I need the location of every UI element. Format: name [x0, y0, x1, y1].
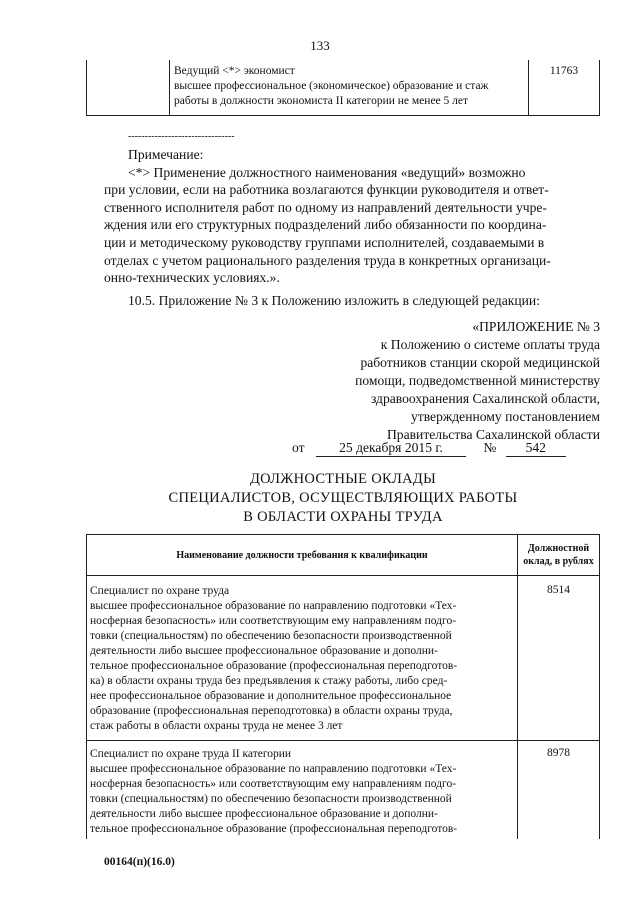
appendix-line: утвержденному постановлением	[410, 409, 600, 424]
note-line: <*> Применение должностного наименования «ведущий» возможно	[128, 164, 526, 180]
row-description: Специалист по охране труда высшее профессиональное образование по направлению подготовки «Тех- носферная безопасность» или соответствующим ему направлениям подго- товки (специальностям) по обеспечению безопасности производственной деятельности либо высшее профессиональное образование и дополни- тельное профессиональное образование (профессиональная переподготов- ка) в области охраны труда без предъявления к стажу работы, либо сред- нее профессиональное образование и дополнительное профессиональное образование (профессиональная переподготовка) в области охраны труда, стаж работы в области охраны труда не менее 3 лет	[87, 576, 518, 741]
appendix-line: «ПРИЛОЖЕНИЕ № 3	[472, 319, 600, 334]
note-line: ции и методическому руководству группами исполнителей, создаваемыми в	[104, 234, 545, 250]
row-salary: 8514	[518, 576, 600, 741]
heading-line: В ОБЛАСТИ ОХРАНЫ ТРУДА	[243, 509, 443, 525]
appendix-line: работников станции скорой медицинской	[360, 355, 600, 370]
separator-line: --------------------------------	[128, 131, 235, 142]
number-label: №	[483, 440, 497, 455]
page-number: 133	[310, 38, 330, 53]
row-salary: 8978	[518, 741, 600, 840]
top-table-title: Ведущий <*> экономист	[174, 65, 295, 77]
heading-line: СПЕЦИАЛИСТОВ, ОСУЩЕСТВЛЯЮЩИХ РАБОТЫ	[168, 490, 518, 506]
document-heading	[86, 470, 600, 527]
table-row	[87, 741, 600, 840]
date-line	[292, 440, 566, 457]
row-description: Специалист по охране труда II категории высшее профессиональное образование по направлению подготовки «Тех- носферная безопасность» или соответствующим ему направлениям подго- товки (специальностям) по обеспечению безопасности производственной деятельности либо высшее профессиональное образование и дополни- тельное профессиональное образование (профессиональная переподготов-	[87, 741, 518, 840]
top-table-blank-cell	[87, 60, 170, 116]
note-block	[104, 146, 600, 287]
header-salary: Должностной оклад, в рублях	[518, 535, 600, 576]
decree-date: 25 декабря 2015 г.	[316, 440, 466, 457]
appendix-line: здравоохранения Сахалинской области,	[370, 391, 600, 406]
note-line: при условии, если на работника возлагаются функции руководителя и ответ-	[104, 182, 549, 198]
note-line: отделах с учетом рационального разделения труда в конкретных организаци-	[104, 252, 551, 268]
appendix-line: Правительства Сахалинской области	[386, 427, 600, 442]
document-code: 00164(п)(16.0)	[104, 856, 175, 868]
table-row	[87, 576, 600, 741]
note-title: Примечание:	[128, 147, 204, 162]
item-10-5: 10.5. Приложение № 3 к Положению изложить в следующей редакции:	[128, 293, 540, 308]
header-name: Наименование должности требования к квалификации	[87, 535, 518, 576]
top-table-line: работы в должности экономиста II категории не менее 5 лет	[174, 95, 469, 107]
note-line: ственного исполнителя работ по одному из направлений деятельности учре-	[104, 199, 547, 215]
top-table-value: 11763	[529, 60, 600, 116]
note-line: онно-технических условиях.».	[104, 270, 280, 286]
appendix-line: к Положению о системе оплаты труда	[380, 337, 600, 352]
decree-number: 542	[506, 440, 566, 457]
appendix-block	[290, 318, 600, 444]
top-table-line: высшее профессиональное (экономическое) образование и стаж	[174, 80, 489, 92]
table-header-row	[87, 535, 600, 576]
note-line: ждения или его структурных подразделений либо обязанности по координа-	[104, 217, 547, 233]
heading-line: ДОЛЖНОСТНЫЕ ОКЛАДЫ	[249, 471, 437, 487]
top-table	[86, 60, 600, 116]
salary-table	[86, 534, 600, 839]
top-table-text-cell	[170, 60, 529, 116]
from-label: от	[292, 440, 305, 455]
appendix-line: помощи, подведомственной министерству	[355, 373, 600, 388]
